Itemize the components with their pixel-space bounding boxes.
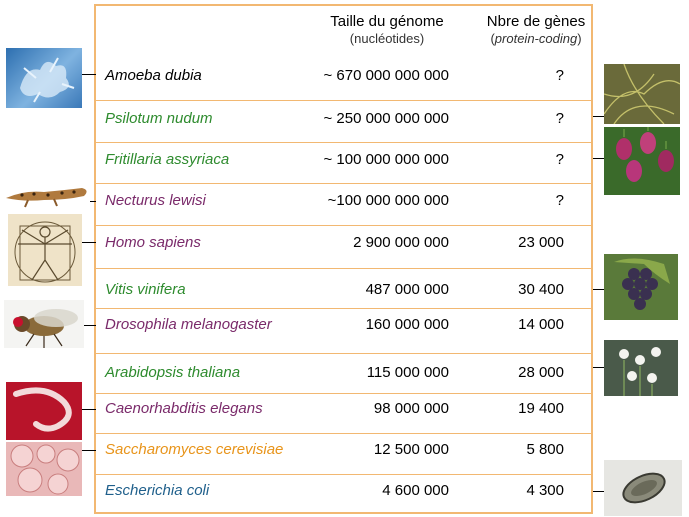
amoeba-photo: [6, 48, 82, 108]
genome-size: 4 600 000: [382, 482, 449, 499]
species-name: Arabidopsis thaliana: [105, 364, 241, 381]
species-name: Drosophila melanogaster: [105, 316, 272, 333]
genome-size: 12 500 000: [373, 441, 449, 458]
genome-size: ~100 000 000 000: [327, 192, 449, 209]
connector-line: [593, 367, 604, 368]
species-name: Amoeba dubia: [105, 67, 202, 84]
fritillaria-photo: [604, 127, 680, 195]
row-divider: [96, 353, 591, 354]
gene-count: 4 300: [526, 482, 564, 499]
table-row: [96, 316, 591, 336]
gene-count: ?: [555, 192, 564, 209]
species-name: Saccharomyces cerevisiae: [105, 441, 284, 458]
row-divider: [96, 474, 591, 475]
row-divider: [96, 100, 591, 101]
genome-size: ~ 250 000 000 000: [323, 110, 449, 127]
gene-count-subtitle: (protein-coding): [490, 31, 582, 46]
grapes-photo: [604, 254, 678, 320]
species-name: Vitis vinifera: [105, 281, 186, 298]
table-row: [96, 482, 591, 502]
gene-count: ?: [555, 151, 564, 168]
connector-line: [82, 242, 96, 243]
table-row: [96, 151, 591, 171]
table-row: [96, 441, 591, 461]
connector-line: [82, 450, 96, 451]
gene-count: 23 000: [518, 234, 564, 251]
genome-size: 115 000 000: [366, 364, 449, 381]
row-divider: [96, 393, 591, 394]
gene-count: 5 800: [526, 441, 564, 458]
fruit-fly-photo: [4, 300, 84, 348]
row-divider: [96, 268, 591, 269]
species-name: Psilotum nudum: [105, 110, 213, 127]
connector-line: [90, 201, 96, 202]
salamander-photo: [4, 180, 90, 208]
genome-size: ~ 670 000 000 000: [323, 67, 449, 84]
gene-count: 30 400: [518, 281, 564, 298]
genome-size-subtitle: (nucléotides): [349, 31, 425, 46]
connector-line: [593, 491, 604, 492]
row-divider: [96, 183, 591, 184]
gene-count-title: Nbre de gènes: [486, 13, 586, 30]
psilotum-photo: [604, 64, 680, 124]
row-divider: [96, 308, 591, 309]
gene-count: ?: [555, 110, 564, 127]
species-name: Homo sapiens: [105, 234, 201, 251]
genome-size-title: Taille du génome: [330, 13, 444, 30]
genome-size: ~ 100 000 000 000: [323, 151, 449, 168]
species-name: Fritillaria assyriaca: [105, 151, 230, 168]
e-coli-photo: [604, 460, 682, 516]
genome-size: 160 000 000: [365, 316, 449, 333]
genome-size: 487 000 000: [365, 281, 449, 298]
row-divider: [96, 142, 591, 143]
table-row: [96, 400, 591, 420]
connector-line: [593, 158, 604, 159]
species-name: Necturus lewisi: [105, 192, 206, 209]
table-row: [96, 110, 591, 130]
genome-size: 98 000 000: [373, 400, 449, 417]
arabidopsis-photo: [604, 340, 678, 396]
nematode-photo: [6, 382, 82, 440]
vitruvian-man-drawing: [8, 214, 82, 286]
table-row: [96, 192, 591, 212]
gene-count: 28 000: [518, 364, 564, 381]
gene-count: ?: [555, 67, 564, 84]
table-row: [96, 234, 591, 254]
gene-count: 19 400: [518, 400, 564, 417]
connector-line: [82, 409, 96, 410]
connector-line: [82, 74, 96, 75]
table-row: [96, 67, 591, 87]
connector-line: [593, 289, 604, 290]
table-row: [96, 281, 591, 301]
gene-count-header: [470, 13, 602, 46]
connector-line: [84, 325, 96, 326]
gene-count: 14 000: [518, 316, 564, 333]
row-divider: [96, 433, 591, 434]
connector-line: [593, 116, 604, 117]
genome-size: 2 900 000 000: [353, 234, 449, 251]
table-row: [96, 364, 591, 384]
yeast-photo: [6, 442, 82, 496]
species-name: Escherichia coli: [105, 482, 210, 499]
genome-size-header: [302, 13, 472, 46]
row-divider: [96, 225, 591, 226]
species-name: Caenorhabditis elegans: [105, 400, 263, 417]
